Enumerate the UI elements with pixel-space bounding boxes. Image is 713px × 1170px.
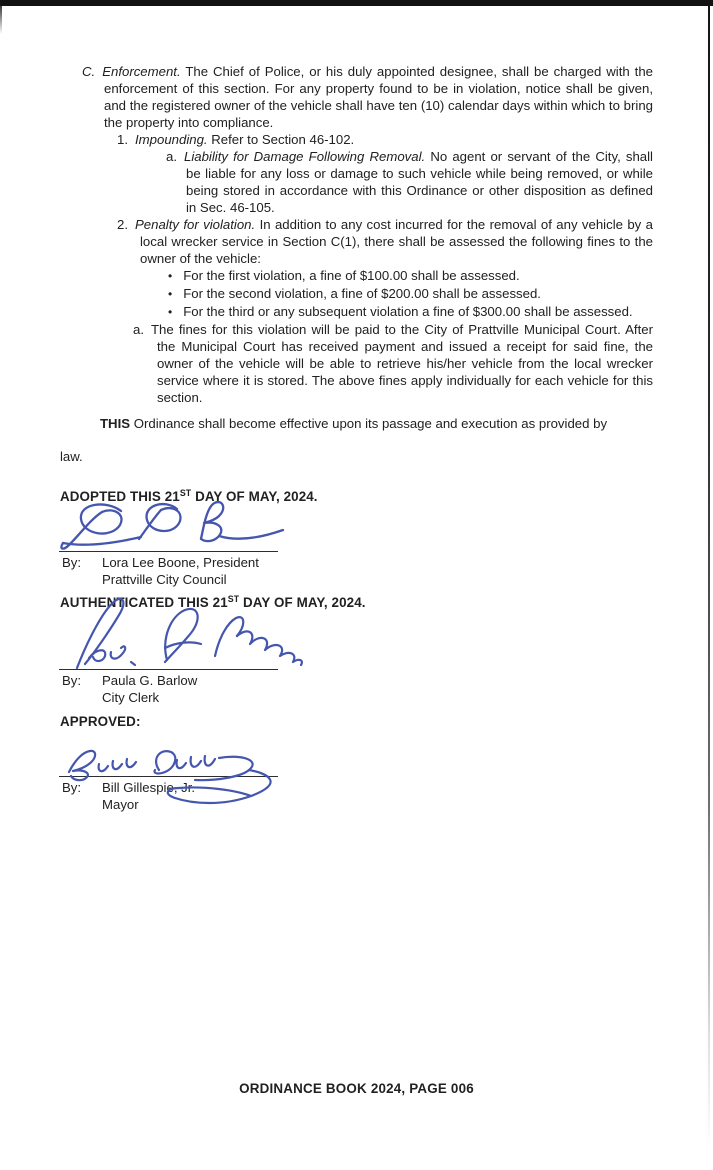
scan-artifact-right-edge — [708, 0, 710, 1150]
adopted-heading-date: DAY OF MAY, 2024. — [191, 489, 318, 504]
item-1a-liability — [60, 148, 653, 216]
section-title: Enforcement. — [102, 64, 181, 79]
item-label: 1. — [117, 132, 128, 147]
signatory-name: Lora Lee Boone, President — [102, 555, 259, 570]
section-label: C. — [82, 64, 96, 79]
item-2a-municipal-court — [60, 321, 653, 406]
item-1-impounding — [60, 131, 653, 148]
scan-artifact-left-edge — [0, 0, 2, 34]
ordinance-book-footer: ORDINANCE BOOK 2024, PAGE 006 — [239, 1081, 474, 1096]
item-text: The fines for this violation will be paid to the City of Prattville Municipal Court. After the Municipal Court has received payment and issued a receipt for said fine, the owner of the vehicle will be able to retrieve his/her vehicle from the local wrecker service where it is stored. The above fines apply individually for each vehicle for this section. — [151, 322, 653, 405]
signature-line — [59, 551, 278, 552]
approved-by-row — [62, 780, 195, 795]
effective-paragraph — [60, 415, 653, 432]
approved-heading: APPROVED: — [60, 714, 141, 729]
item-title: Liability for Damage Following Removal. — [184, 149, 426, 164]
section-text: The Chief of Police, or his duly appointed designee, shall be charged with the enforcement of this section. For any property found to be in violation, notice shall be given, and the registered owner of the vehicle shall have ten (10) calendar days within which to bring the property into compliance. — [104, 64, 653, 130]
law-line: law. — [60, 449, 83, 464]
effective-bold-word: THIS — [100, 416, 131, 431]
signatory-title: City Clerk — [102, 690, 160, 705]
item-label: a. — [133, 322, 144, 337]
item-title: Penalty for violation. — [135, 217, 256, 232]
signatory-name: Paula G. Barlow — [102, 673, 198, 688]
by-label: By: — [62, 673, 82, 688]
bullet-text: For the second violation, a fine of $200.00 shall be assessed. — [183, 286, 541, 301]
scan-artifact-top-edge — [0, 0, 713, 6]
signatory-title: Mayor — [102, 797, 139, 812]
authenticated-ordinal-superscript: ST — [227, 594, 240, 604]
item-text: In addition to any cost incurred for the removal of any vehicle by a local wrecker service in Section C(1), there shall be assessed the following fines to the owner of the vehicle: — [140, 217, 653, 266]
authenticated-heading-text: AUTHENTICATED THIS 21 — [60, 595, 228, 610]
item-text: Refer to Section 46-102. — [211, 132, 355, 147]
signature-lora-lee-boone — [55, 497, 290, 555]
item-label: a. — [166, 149, 177, 164]
adopted-ordinal-superscript: ST — [179, 488, 192, 498]
bullet-icon: • — [168, 287, 173, 301]
effective-text: Ordinance shall become effective upon its passage and execution as provided by — [130, 416, 608, 431]
item-text: No agent or servant of the City, shall be liable for any loss or damage to such vehicle while being removed, or while being stored in accordance with this Ordinance or other disposition as defined in Sec. 46-105. — [186, 149, 653, 215]
fine-bullet-third — [60, 303, 653, 321]
document-body — [60, 63, 653, 465]
by-label: By: — [62, 780, 82, 795]
signature-line — [59, 776, 278, 777]
bullet-text: For the third or any subsequent violation a fine of $300.00 shall be assessed. — [183, 304, 633, 319]
section-c-enforcement — [60, 63, 653, 131]
item-label: 2. — [117, 217, 128, 232]
bullet-text: For the first violation, a fine of $100.00 shall be assessed. — [183, 268, 520, 283]
fine-bullet-first — [60, 267, 653, 285]
bullet-icon: • — [168, 305, 173, 319]
adopted-by-row — [62, 555, 259, 570]
signature-line — [59, 669, 278, 670]
adopted-heading-text: ADOPTED THIS 21 — [60, 489, 180, 504]
signatory-title: Prattville City Council — [102, 572, 227, 587]
by-label: By: — [62, 555, 82, 570]
authenticated-by-row — [62, 673, 197, 688]
item-title: Impounding. — [135, 132, 208, 147]
bullet-icon: • — [168, 269, 173, 283]
item-2-penalty — [60, 216, 653, 267]
authenticated-heading — [60, 594, 366, 610]
fine-bullet-second — [60, 285, 653, 303]
signatory-name: Bill Gillespie, Jr. — [102, 780, 196, 795]
authenticated-heading-date: DAY OF MAY, 2024. — [239, 595, 366, 610]
adopted-heading — [60, 488, 318, 504]
